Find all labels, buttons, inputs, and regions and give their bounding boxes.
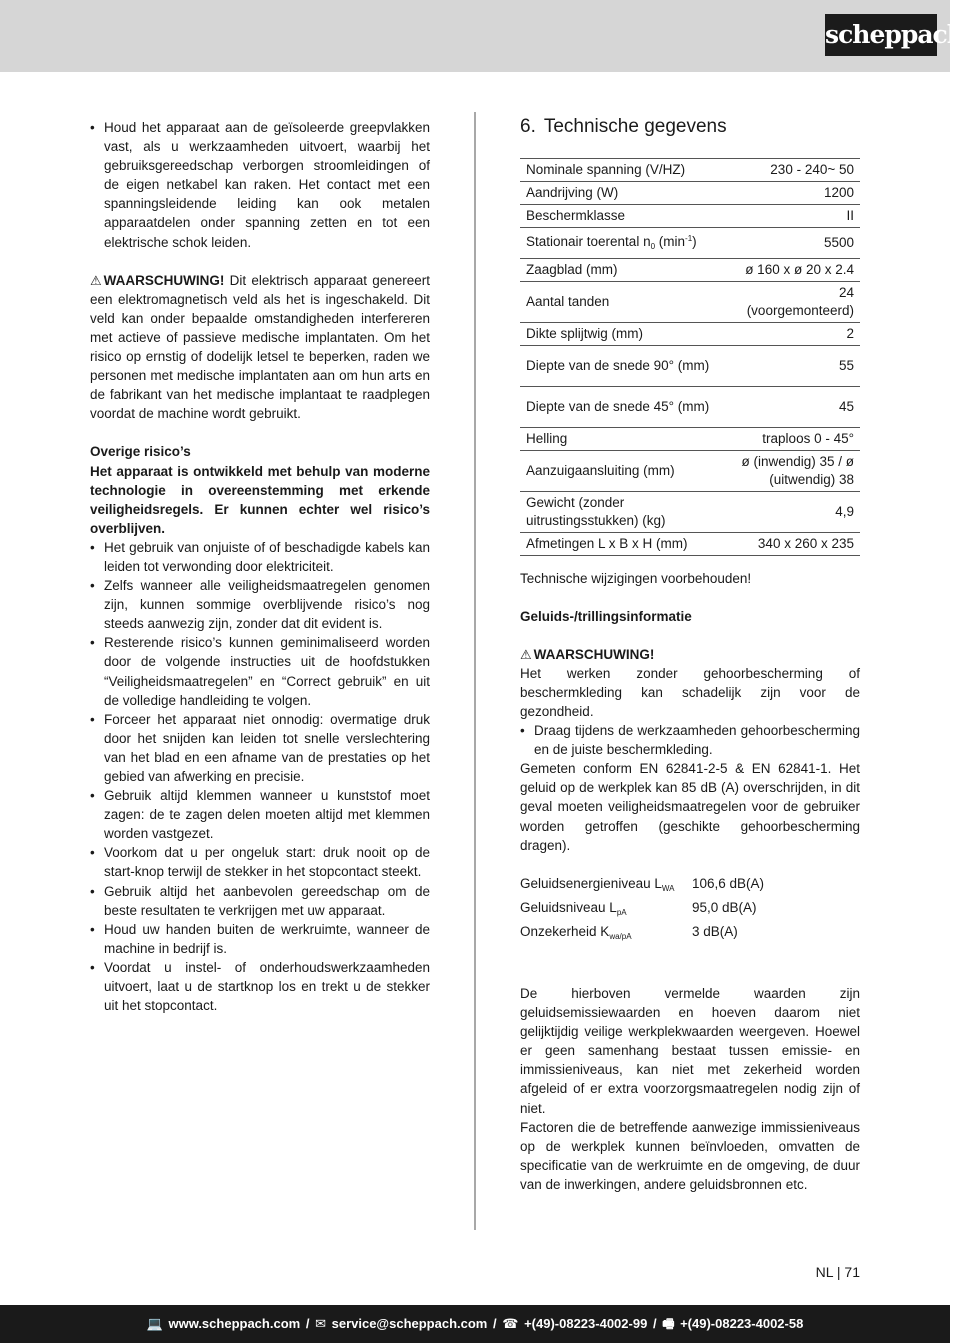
table-row bbox=[520, 258, 860, 281]
table-row bbox=[520, 450, 860, 491]
tech-note: Technische wijzigingen voorbehouden! bbox=[520, 570, 752, 586]
left-column bbox=[90, 118, 430, 1015]
noise-label-subscript: wa/pA bbox=[609, 931, 632, 941]
list-item: • Resterende risico’s kunnen geminimaliseerd worden door de volgende instructies uit de hoofdstukken “Veiligheidsmaatregelen” en “Correct gebruik” en uit de volledige handleiding te volgen. bbox=[90, 633, 430, 709]
website-link[interactable]: www.scheppach.com bbox=[168, 1316, 301, 1331]
page-number-value: 71 bbox=[844, 1264, 860, 1280]
spec-table bbox=[520, 158, 860, 556]
list-item: • Voordat u instel- of onderhoudswerkzaamheden uitvoert, laat u de startknop los en trekt u de stekker uit het stopcontact. bbox=[90, 958, 430, 1015]
noise-bullet-list bbox=[520, 721, 860, 759]
noise-value: 3 dB(A) bbox=[692, 923, 738, 939]
warning-triangle-icon: ⚠ bbox=[90, 272, 102, 288]
email-link[interactable]: service@scheppach.com bbox=[331, 1316, 488, 1331]
spec-value: 230 - 240~ 50 bbox=[730, 159, 860, 182]
spec-label: Diepte van de snede 90° (mm) bbox=[520, 345, 730, 386]
fax-icon: 🖷 bbox=[662, 1316, 675, 1331]
page-lang: NL bbox=[815, 1264, 833, 1280]
table-row bbox=[520, 345, 860, 386]
risks-list bbox=[90, 538, 430, 1015]
section-title-text: Technische gegevens bbox=[543, 116, 727, 137]
column-divider bbox=[474, 112, 476, 1230]
spec-label bbox=[520, 228, 730, 259]
table-row bbox=[520, 427, 860, 450]
noise-label bbox=[520, 874, 692, 898]
noise-values bbox=[520, 874, 860, 946]
spec-value: 24 (voorgemonteerd) bbox=[730, 281, 860, 322]
spec-value: 55 bbox=[730, 345, 860, 386]
spec-label-superscript: -1 bbox=[685, 234, 693, 243]
table-row bbox=[520, 228, 860, 259]
emf-warning bbox=[90, 271, 430, 424]
list-item: • Het gebruik van onjuiste of of beschadigde kabels kan leiden tot verwonding door elektriciteit. bbox=[90, 538, 430, 576]
warning-label: WAARSCHUWING! bbox=[533, 646, 655, 662]
table-row bbox=[520, 386, 860, 427]
list-item: • Forceer het apparaat niet onnodig: overmatige druk door het snijden kan leiden tot snelle verslechtering van het blad en een afname van de prestaties op het gebied van afwerking en precisie. bbox=[90, 710, 430, 786]
noise-heading: Geluids-/trillingsinformatie bbox=[520, 608, 692, 624]
section-number: 6. bbox=[520, 116, 536, 137]
table-row bbox=[520, 205, 860, 228]
phone-icon: ☎ bbox=[502, 1316, 519, 1331]
footer-separator: / bbox=[493, 1316, 497, 1331]
table-row bbox=[520, 532, 860, 555]
noise-label bbox=[520, 922, 692, 946]
spec-label: Beschermklasse bbox=[520, 205, 730, 228]
footer-separator: / bbox=[652, 1316, 657, 1331]
list-item: • Houd het apparaat aan de geïsoleerde greepvlakken vast, als u werkzaamheden uitvoert, waarbij het gebruiksgereedschap verborgen stroomleidingen of de eigen netkabel kan raken. Het contact met een spanningsleidende leiding kan ook metalen apparaatdelen onder spanning zetten en tot een elektrische schok leiden. bbox=[90, 118, 430, 252]
table-row bbox=[520, 159, 860, 182]
fax-number: +(49)-08223-4002-58 bbox=[680, 1316, 804, 1331]
spec-label: Aanzuigaansluiting (mm) bbox=[520, 450, 730, 491]
noise-warning bbox=[520, 645, 860, 664]
spec-value: traploos 0 - 45° bbox=[730, 427, 860, 450]
noise-value: 106,6 dB(A) bbox=[692, 875, 765, 891]
list-item: • Zelfs wanneer alle veiligheidsmaatregelen genomen zijn, kunnen sommige overblijvende risico’s nog steeds aanwezig zijn, zonder dat dit evident is. bbox=[90, 576, 430, 633]
warning-text: Dit elektrisch apparaat genereert een elektromagnetisch veld als het is ingeschakeld. Dit veld kan onder bepaalde omstandigheden interfereren met actieve of passieve medische implantaten. Om het risico op ernstig of dodelijk letsel te beperken, raden we personen met medische implantaten aan om hun arts en de fabrikant van het medische implantaat te raadplegen voordat de machine wordt gebruikt. bbox=[90, 272, 430, 422]
list-item: • Houd uw handen buiten de werkruimte, wanneer de machine in bedrijf is. bbox=[90, 920, 430, 958]
spec-value: 2 bbox=[730, 322, 860, 345]
noise-row bbox=[520, 898, 860, 922]
noise-label-main: Geluidsniveau L bbox=[520, 899, 617, 915]
spec-value: ø 160 x ø 20 x 2.4 bbox=[730, 258, 860, 281]
spec-label-main: Stationair toerental n bbox=[526, 234, 651, 249]
spec-label: Gewicht (zonder uitrustingsstukken) (kg) bbox=[520, 491, 730, 532]
warning-label: WAARSCHUWING! bbox=[103, 272, 225, 288]
spec-label-end: ) bbox=[692, 234, 697, 249]
risks-heading: Overige risico’s bbox=[90, 444, 191, 460]
table-row bbox=[520, 281, 860, 322]
spec-label: Aandrijving (W) bbox=[520, 182, 730, 205]
footer-separator: / bbox=[305, 1316, 310, 1331]
computer-icon: 💻 bbox=[146, 1316, 163, 1331]
spec-value: II bbox=[730, 205, 860, 228]
noise-row bbox=[520, 922, 860, 946]
spec-value: ø (inwendig) 35 / ø (uitwendig) 38 bbox=[730, 450, 860, 491]
mail-icon: ✉ bbox=[315, 1316, 326, 1331]
spec-value: 45 bbox=[730, 386, 860, 427]
noise-label-main: Geluidsenergieniveau L bbox=[520, 875, 662, 891]
warning-triangle-icon: ⚠ bbox=[520, 646, 532, 662]
noise-label-subscript: WA bbox=[661, 883, 675, 893]
spec-label: Nominale spanning (V/HZ) bbox=[520, 159, 730, 182]
table-row bbox=[520, 322, 860, 345]
spec-label-subscript: 0 bbox=[650, 242, 656, 251]
spec-label: Helling bbox=[520, 427, 730, 450]
spec-value: 340 x 260 x 235 bbox=[730, 532, 860, 555]
section-title bbox=[520, 116, 860, 138]
spec-label: Afmetingen L x B x H (mm) bbox=[520, 532, 730, 555]
spec-label: Zaagblad (mm) bbox=[520, 258, 730, 281]
phone-number[interactable]: +(49)-08223-4002-99 bbox=[524, 1316, 648, 1331]
noise-label-subscript: pA bbox=[616, 907, 627, 917]
risks-intro: Het apparaat is ontwikkeld met behulp van moderne technologie in overeenstemming met erkende veiligheidsregels. Er kunnen echter wel risico’s overblijven. bbox=[90, 463, 430, 536]
intro-bullet-list bbox=[90, 118, 430, 252]
page-separator: | bbox=[836, 1264, 841, 1280]
spec-value: 5500 bbox=[730, 228, 860, 259]
measured-text: Gemeten conform EN 62841-2-5 & EN 62841-1. Het geluid op de werkplek kan 85 dB (A) overschrijden, in dit geval moeten veiligheidsmaatregelen voor de gebruiker worden getroffen (geschikte gehoorbescherming dragen). bbox=[520, 761, 860, 853]
table-row bbox=[520, 182, 860, 205]
noise-label bbox=[520, 898, 692, 922]
list-item: • Voorkom dat u per ongeluk start: druk nooit op de start-knop terwijl de stekker in het stopcontact steekt. bbox=[90, 843, 430, 881]
noise-value: 95,0 dB(A) bbox=[692, 899, 757, 915]
spec-label-tail: (min bbox=[655, 234, 686, 249]
scheppach-logo: scheppach bbox=[825, 14, 937, 56]
spec-label: Aantal tanden bbox=[520, 281, 730, 322]
spec-value: 1200 bbox=[730, 182, 860, 205]
emission-text: Factoren die de betreffende aanwezige immissieniveaus op de werkplek kunnen beïnvloeden, omvatten de specificatie van de werkruimte en de omgeving, de duur van de inwerkingen, andere geluidsbronnen etc. bbox=[520, 1119, 860, 1192]
spec-value: 4,9 bbox=[730, 491, 860, 532]
noise-label-main: Onzekerheid K bbox=[520, 923, 610, 939]
list-item: • Gebruik altijd het aanbevolen gereedschap om de beste resultaten te verkrijgen met uw apparaat. bbox=[90, 882, 430, 920]
right-column bbox=[520, 118, 860, 1194]
spec-label: Dikte splijtwig (mm) bbox=[520, 322, 730, 345]
list-item: • Gebruik altijd klemmen wanneer u kunststof moet zagen: de te zagen delen moeten altijd met klemmen worden vastgezet. bbox=[90, 786, 430, 843]
table-row bbox=[520, 491, 860, 532]
emission-text: De hierboven vermelde waarden zijn geluidsemissiewaarden en hoeven daarom niet gelijktijdig veilige werkplekwaarden weergeven. Hoewel er geen samenhang bestaat tussen emissie- en immissieniveaus, kan niet met zekerheid worden afgeleid of er extra voorzorgsmaatregelen nodig zijn of niet. bbox=[520, 986, 860, 1116]
spec-label: Diepte van de snede 45° (mm) bbox=[520, 386, 730, 427]
footer-band bbox=[0, 1305, 950, 1343]
page-number bbox=[800, 1264, 860, 1280]
list-item: • Draag tijdens de werkzaamheden gehoorbescherming en de juiste beschermkleding. bbox=[520, 721, 860, 759]
header-band bbox=[0, 0, 950, 72]
noise-row bbox=[520, 874, 860, 898]
noise-warning-text: Het werken zonder gehoorbescherming of beschermkleding kan schadelijk zijn voor de gezondheid. bbox=[520, 665, 860, 719]
